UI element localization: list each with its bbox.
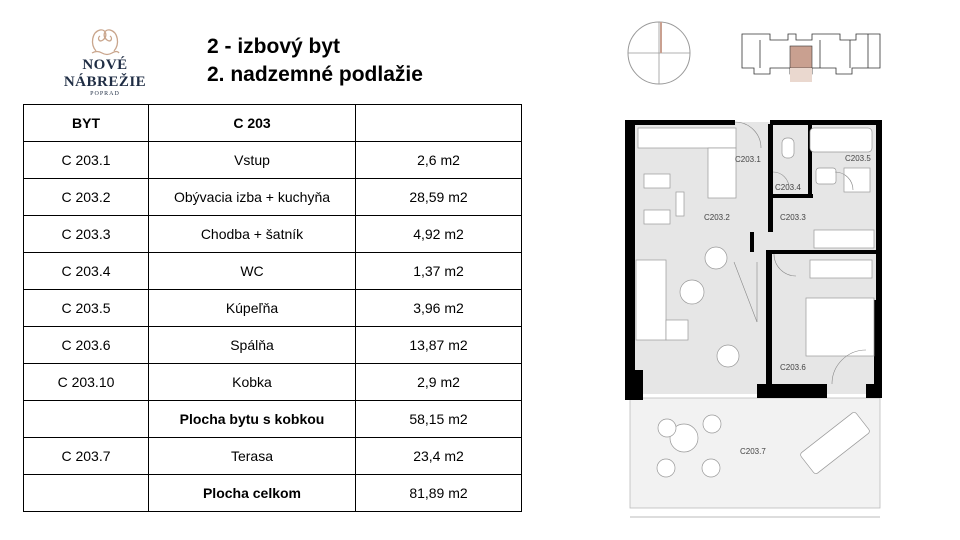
terrace-chair xyxy=(702,459,720,477)
room-name: Spálňa xyxy=(149,327,356,364)
table-row xyxy=(24,290,522,327)
room-area: 13,87 m2 xyxy=(356,327,522,364)
kitchen-island xyxy=(708,148,736,198)
building-key-plan xyxy=(740,28,886,86)
room-code: C 203.1 xyxy=(24,142,149,179)
highlighted-terrace xyxy=(790,68,812,82)
highlighted-unit xyxy=(790,46,812,68)
room-code xyxy=(24,401,149,438)
wall xyxy=(874,300,882,398)
room-code: C 203.4 xyxy=(24,253,149,290)
total-area: 81,89 m2 xyxy=(356,475,522,512)
toilet xyxy=(782,138,794,158)
wall xyxy=(766,250,876,254)
room-area: 28,59 m2 xyxy=(356,179,522,216)
wardrobe xyxy=(814,230,874,248)
coffee-table xyxy=(680,280,704,304)
logo-name: NOVÉ NÁBREŽIE xyxy=(63,57,147,90)
wall xyxy=(876,120,882,300)
header-code: BYT xyxy=(24,105,149,142)
bathtub xyxy=(810,128,872,152)
terrace-chair xyxy=(658,419,676,437)
room-label-c203-6: C203.6 xyxy=(780,363,806,372)
room-name: Chodba + šatník xyxy=(149,216,356,253)
room-area: 2,9 m2 xyxy=(356,364,522,401)
logo-location: POPRAD xyxy=(90,91,120,97)
sofa xyxy=(636,260,666,340)
room-name: Vstup xyxy=(149,142,356,179)
room-label-c203-2: C203.2 xyxy=(704,213,730,222)
room-name: Kobka xyxy=(149,364,356,401)
compass-north-icon xyxy=(626,20,692,86)
wall xyxy=(768,124,773,232)
side-table xyxy=(705,247,727,269)
bed xyxy=(806,298,874,356)
table-row xyxy=(24,438,522,475)
header-area xyxy=(356,105,522,142)
table-row xyxy=(24,142,522,179)
header-unit: C 203 xyxy=(149,105,356,142)
room-label-c203-1: C203.1 xyxy=(735,155,761,164)
room-name: WC xyxy=(149,253,356,290)
wall xyxy=(625,370,643,400)
floor-plan xyxy=(620,112,888,522)
title-apartment-type: 2 - izbový byt xyxy=(207,35,341,58)
wall xyxy=(750,232,754,252)
room-code: C 203.2 xyxy=(24,179,149,216)
total-row xyxy=(24,475,522,512)
wall xyxy=(770,120,882,125)
room-code: C 203.7 xyxy=(24,438,149,475)
total-label: Plocha celkom xyxy=(149,475,356,512)
sink xyxy=(816,168,836,184)
room-label-c203-7: C203.7 xyxy=(740,447,766,456)
wall xyxy=(625,120,735,125)
page-title xyxy=(207,33,423,89)
title-floor: 2. nadzemné podlažie xyxy=(207,63,423,86)
room-name: Terasa xyxy=(149,438,356,475)
terrace-chair xyxy=(657,459,675,477)
brand-logo xyxy=(40,26,170,96)
table-header-row xyxy=(24,105,522,142)
dining-table xyxy=(676,192,684,216)
wardrobe xyxy=(810,260,872,278)
washing-machine xyxy=(844,168,870,192)
pouf xyxy=(717,345,739,367)
table-row xyxy=(24,327,522,364)
room-label-c203-4: C203.4 xyxy=(775,183,801,192)
room-code: C 203.10 xyxy=(24,364,149,401)
room-area-table xyxy=(23,104,522,512)
wall xyxy=(625,120,635,388)
wall xyxy=(768,194,813,198)
subtotal-row xyxy=(24,401,522,438)
room-area: 1,37 m2 xyxy=(356,253,522,290)
room-area: 3,96 m2 xyxy=(356,290,522,327)
room-code: C 203.3 xyxy=(24,216,149,253)
room-label-c203-5: C203.5 xyxy=(845,154,871,163)
table-row xyxy=(24,253,522,290)
room-area: 23,4 m2 xyxy=(356,438,522,475)
table-row xyxy=(24,364,522,401)
room-code: C 203.6 xyxy=(24,327,149,364)
room-name: Kúpeľňa xyxy=(149,290,356,327)
terrace-chair xyxy=(703,415,721,433)
wall xyxy=(766,250,772,388)
sofa-end xyxy=(666,320,688,340)
room-area: 2,6 m2 xyxy=(356,142,522,179)
kitchen-counter xyxy=(638,128,736,148)
table-row xyxy=(24,216,522,253)
subtotal-label: Plocha bytu s kobkou xyxy=(149,401,356,438)
table-row xyxy=(24,179,522,216)
chair xyxy=(644,174,670,188)
chair xyxy=(644,210,670,224)
room-code: C 203.5 xyxy=(24,290,149,327)
subtotal-area: 58,15 m2 xyxy=(356,401,522,438)
room-code xyxy=(24,475,149,512)
wave-logo-icon xyxy=(88,26,122,56)
room-area: 4,92 m2 xyxy=(356,216,522,253)
room-label-c203-3: C203.3 xyxy=(780,213,806,222)
room-name: Obývacia izba + kuchyňa xyxy=(149,179,356,216)
